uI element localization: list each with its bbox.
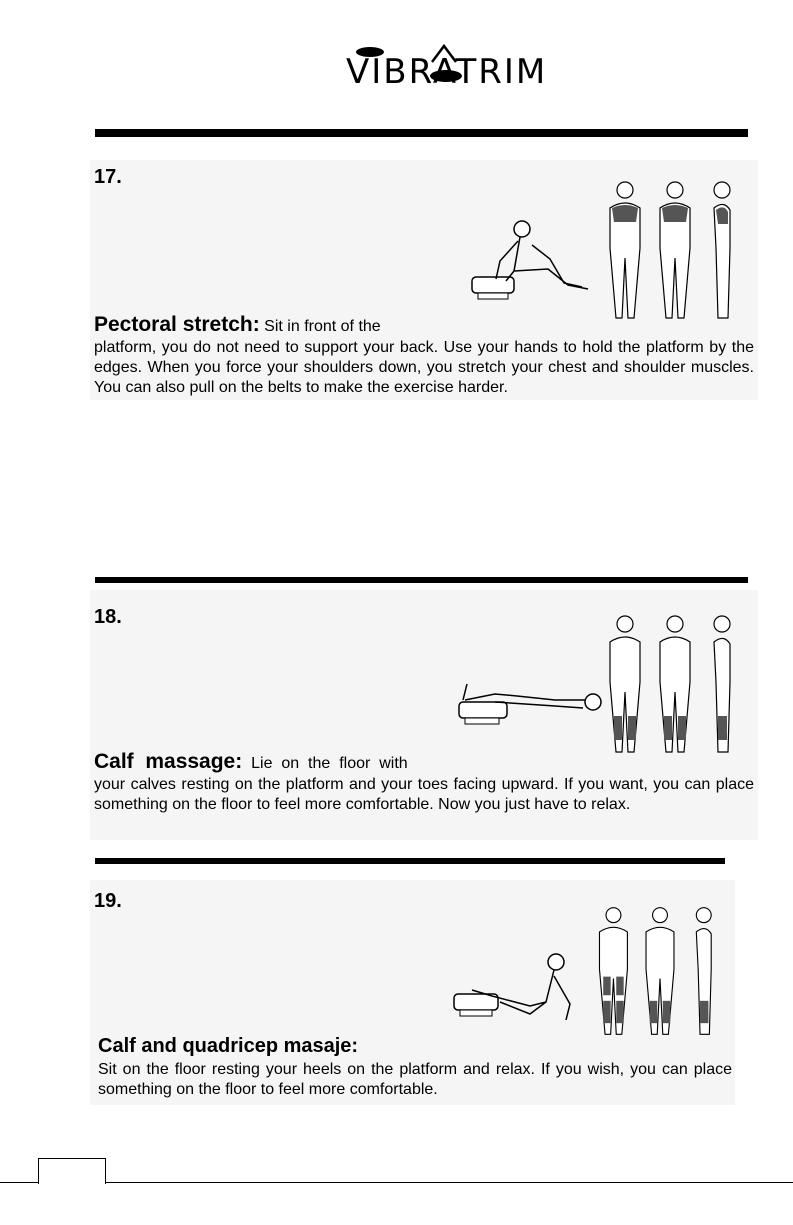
section-divider [95,858,725,864]
seated-heels-figure-icon [450,948,590,1038]
exercise-description: platform, you do not need to support your back. Use your hands to hold the platform by the edges. When you force your shoulders down, you stretch your chest and shoulder muscles. You can also pull on the belts to make the exercise harder. [94,339,754,396]
muscle-chart-icon [590,904,730,1044]
exercise-lead-text: Lie on the floor with [242,755,408,772]
exercise-number: 17. [94,166,122,188]
page-number-tab [38,1158,106,1184]
exercise-section-18 [90,590,758,840]
exercise-number: 18. [94,606,122,628]
muscle-chart-icon [600,178,750,328]
footer-rule [0,1182,793,1183]
exercise-description: Sit on the floor resting your heels on the platform and relax. If you wish, you can place something on the floor to feel more comfortable. [98,1061,732,1098]
exercise-title-text: Calf and quadricep masaje: [98,1035,359,1057]
section-divider [95,129,748,137]
exercise-section-17 [90,160,758,400]
exercise-number: 19. [94,890,122,912]
muscle-chart-icon [600,612,750,762]
vibratrim-logo [340,40,550,100]
exercise-lead-text: Sit in front of the [259,318,381,335]
exercise-title-text: Pectoral stretch: [94,313,260,336]
logo-text: VIBRATRIM [346,52,548,92]
exercise-title [94,313,381,337]
exercise-description: your calves resting on the platform and your toes facing upward. If you want, you can place something on the floor to feel more comfortable. Now you just have to relax. [94,776,754,813]
exercise-title [98,1035,358,1058]
section-divider [95,577,748,583]
seated-stretch-figure-icon [470,215,610,315]
exercise-title [94,750,408,774]
exercise-section-19 [90,880,735,1105]
lying-figure-icon [455,670,605,740]
exercise-title-text: Calf massage: [94,750,243,773]
